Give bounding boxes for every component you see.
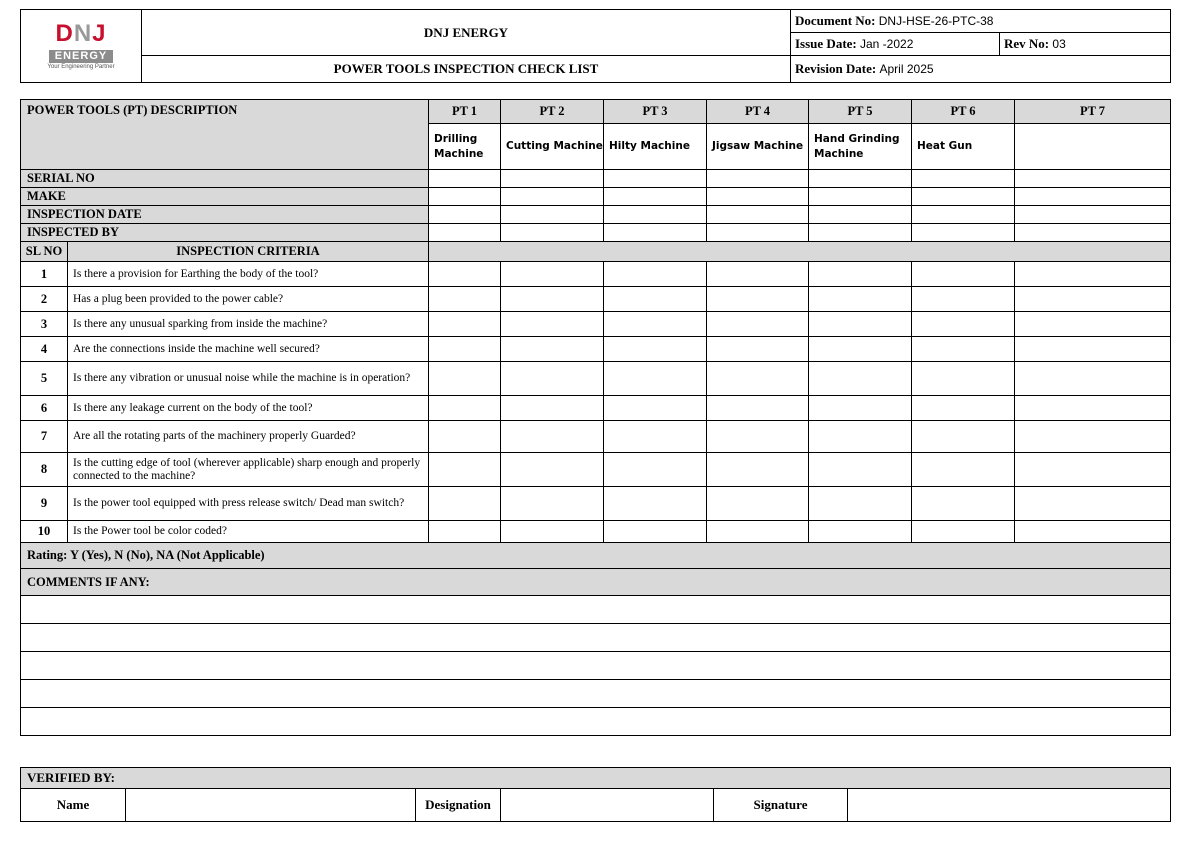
comment-line — [21, 652, 1171, 680]
criteria-row — [21, 287, 1171, 312]
comment-line-4[interactable] — [21, 680, 1171, 708]
criteria-1-pt7-cell[interactable] — [1015, 262, 1171, 287]
comment-line-5[interactable] — [21, 708, 1171, 736]
criteria-1-pt3-cell[interactable] — [604, 262, 707, 287]
criteria-9-pt7-cell[interactable] — [1015, 487, 1171, 521]
tool-name-6: Heat Gun — [912, 124, 1015, 170]
criteria-5-pt2-cell[interactable] — [501, 362, 604, 396]
criteria-6-pt5-cell[interactable] — [809, 396, 912, 421]
criteria-header-row — [21, 242, 1171, 262]
info-1-pt4-cell[interactable] — [707, 170, 809, 188]
criteria-7-pt6-cell[interactable] — [912, 421, 1015, 453]
criteria-9-pt1-cell[interactable] — [429, 487, 501, 521]
criteria-4-pt7-cell[interactable] — [1015, 337, 1171, 362]
criteria-5-pt1-cell[interactable] — [429, 362, 501, 396]
comment-line — [21, 624, 1171, 652]
criteria-5-pt3-cell[interactable] — [604, 362, 707, 396]
info-3-pt7-cell[interactable] — [1015, 206, 1171, 224]
info-row — [21, 224, 1171, 242]
criteria-3-pt2-cell[interactable] — [501, 312, 604, 337]
criteria-5-pt5-cell[interactable] — [809, 362, 912, 396]
info-3-pt2-cell[interactable] — [501, 206, 604, 224]
criteria-3-pt7-cell[interactable] — [1015, 312, 1171, 337]
info-1-pt3-cell[interactable] — [604, 170, 707, 188]
logo-tagline: Your Engineering Partner — [47, 64, 115, 70]
criteria-2-pt4-cell[interactable] — [707, 287, 809, 312]
criteria-7-pt2-cell[interactable] — [501, 421, 604, 453]
tool-name-7 — [1015, 124, 1171, 170]
criteria-4-pt1-cell[interactable] — [429, 337, 501, 362]
tool-name-3: Hilty Machine — [604, 124, 707, 170]
criteria-label: INSPECTION CRITERIA — [68, 242, 429, 262]
criteria-number: 10 — [21, 521, 68, 543]
criteria-text: Is there any unusual sparking from inside the machine? — [68, 312, 429, 337]
criteria-7-pt7-cell[interactable] — [1015, 421, 1171, 453]
tool-name-5: Hand Grinding Machine — [809, 124, 912, 170]
criteria-3-pt5-cell[interactable] — [809, 312, 912, 337]
criteria-1-pt2-cell[interactable] — [501, 262, 604, 287]
comment-line-3[interactable] — [21, 652, 1171, 680]
criteria-9-pt3-cell[interactable] — [604, 487, 707, 521]
criteria-8-pt2-cell[interactable] — [501, 453, 604, 487]
comments-label: COMMENTS IF ANY: — [21, 569, 1171, 596]
info-2-pt5-cell[interactable] — [809, 188, 912, 206]
criteria-7-pt1-cell[interactable] — [429, 421, 501, 453]
criteria-3-pt6-cell[interactable] — [912, 312, 1015, 337]
criteria-5-pt6-cell[interactable] — [912, 362, 1015, 396]
info-4-pt2-cell[interactable] — [501, 224, 604, 242]
criteria-5-pt7-cell[interactable] — [1015, 362, 1171, 396]
rating-legend: Rating: Y (Yes), N (No), NA (Not Applicable) — [21, 543, 1171, 569]
info-1-pt6-cell[interactable] — [912, 170, 1015, 188]
revision-number: Rev No: 03 — [1000, 33, 1171, 56]
info-2-pt2-cell[interactable] — [501, 188, 604, 206]
criteria-9-pt6-cell[interactable] — [912, 487, 1015, 521]
criteria-2-pt6-cell[interactable] — [912, 287, 1015, 312]
criteria-4-pt6-cell[interactable] — [912, 337, 1015, 362]
info-3-pt4-cell[interactable] — [707, 206, 809, 224]
criteria-3-pt3-cell[interactable] — [604, 312, 707, 337]
criteria-9-pt4-cell[interactable] — [707, 487, 809, 521]
criteria-row — [21, 312, 1171, 337]
verified-by-section — [20, 767, 1171, 822]
criteria-10-pt4-cell[interactable] — [707, 521, 809, 543]
comment-line — [21, 708, 1171, 736]
comment-line — [21, 680, 1171, 708]
info-label: MAKE — [21, 188, 429, 206]
info-label: SERIAL NO — [21, 170, 429, 188]
info-2-pt3-cell[interactable] — [604, 188, 707, 206]
criteria-text: Is there a provision for Earthing the body of the tool? — [68, 262, 429, 287]
criteria-10-pt1-cell[interactable] — [429, 521, 501, 543]
criteria-text: Has a plug been provided to the power cable? — [68, 287, 429, 312]
info-1-pt1-cell[interactable] — [429, 170, 501, 188]
logo-mark: DNJ — [55, 20, 107, 47]
criteria-8-pt6-cell[interactable] — [912, 453, 1015, 487]
criteria-row — [21, 337, 1171, 362]
criteria-row — [21, 362, 1171, 396]
info-2-pt6-cell[interactable] — [912, 188, 1015, 206]
criteria-text: Are the connections inside the machine well secured? — [68, 337, 429, 362]
criteria-10-pt2-cell[interactable] — [501, 521, 604, 543]
criteria-3-pt1-cell[interactable] — [429, 312, 501, 337]
logo-band: ENERGY — [49, 50, 113, 63]
criteria-2-pt5-cell[interactable] — [809, 287, 912, 312]
pt-header-6: PT 6 — [912, 100, 1015, 124]
criteria-6-pt3-cell[interactable] — [604, 396, 707, 421]
criteria-2-pt1-cell[interactable] — [429, 287, 501, 312]
pt-header-4: PT 4 — [707, 100, 809, 124]
comment-line-2[interactable] — [21, 624, 1171, 652]
criteria-number: 2 — [21, 287, 68, 312]
info-4-pt5-cell[interactable] — [809, 224, 912, 242]
checklist-table — [20, 99, 1171, 736]
tool-name-2: Cutting Machine — [501, 124, 604, 170]
document-number: Document No: DNJ-HSE-26-PTC-38 — [791, 10, 1171, 33]
criteria-5-pt4-cell[interactable] — [707, 362, 809, 396]
criteria-text: Is the cutting edge of tool (wherever applicable) sharp enough and properly connected to the machine? — [68, 453, 429, 487]
tool-name-4: Jigsaw Machine — [707, 124, 809, 170]
info-row — [21, 170, 1171, 188]
designation-field[interactable] — [501, 789, 714, 822]
company-name: DNJ ENERGY — [142, 10, 791, 56]
criteria-text: Is the power tool equipped with press release switch/ Dead man switch? — [68, 487, 429, 521]
criteria-4-pt3-cell[interactable] — [604, 337, 707, 362]
criteria-6-pt7-cell[interactable] — [1015, 396, 1171, 421]
info-4-pt6-cell[interactable] — [912, 224, 1015, 242]
rating-row — [21, 543, 1171, 569]
info-4-pt4-cell[interactable] — [707, 224, 809, 242]
criteria-text: Is there any leakage current on the body of the tool? — [68, 396, 429, 421]
info-label: INSPECTION DATE — [21, 206, 429, 224]
description-label: POWER TOOLS (PT) DESCRIPTION — [21, 100, 429, 170]
criteria-6-pt1-cell[interactable] — [429, 396, 501, 421]
info-4-pt3-cell[interactable] — [604, 224, 707, 242]
criteria-row — [21, 262, 1171, 287]
criteria-1-pt1-cell[interactable] — [429, 262, 501, 287]
criteria-10-pt6-cell[interactable] — [912, 521, 1015, 543]
criteria-text: Are all the rotating parts of the machinery properly Guarded? — [68, 421, 429, 453]
criteria-number: 5 — [21, 362, 68, 396]
document-title: POWER TOOLS INSPECTION CHECK LIST — [142, 56, 791, 83]
criteria-text: Is the Power tool be color coded? — [68, 521, 429, 543]
revision-date: Revision Date: April 2025 — [791, 56, 1171, 83]
info-3-pt1-cell[interactable] — [429, 206, 501, 224]
criteria-10-pt5-cell[interactable] — [809, 521, 912, 543]
designation-label: Designation — [416, 789, 501, 822]
criteria-10-pt3-cell[interactable] — [604, 521, 707, 543]
criteria-4-pt4-cell[interactable] — [707, 337, 809, 362]
comment-line — [21, 596, 1171, 624]
info-row — [21, 206, 1171, 224]
signature-label: Signature — [714, 789, 848, 822]
criteria-7-pt4-cell[interactable] — [707, 421, 809, 453]
criteria-3-pt4-cell[interactable] — [707, 312, 809, 337]
criteria-8-pt7-cell[interactable] — [1015, 453, 1171, 487]
criteria-2-pt3-cell[interactable] — [604, 287, 707, 312]
criteria-number: 1 — [21, 262, 68, 287]
tool-name-1: Drilling Machine — [429, 124, 501, 170]
company-logo — [21, 10, 142, 83]
info-1-pt7-cell[interactable] — [1015, 170, 1171, 188]
info-label: INSPECTED BY — [21, 224, 429, 242]
criteria-text: Is there any vibration or unusual noise while the machine is in operation? — [68, 362, 429, 396]
signature-field[interactable] — [848, 789, 1171, 822]
info-2-pt7-cell[interactable] — [1015, 188, 1171, 206]
criteria-8-pt5-cell[interactable] — [809, 453, 912, 487]
info-2-pt4-cell[interactable] — [707, 188, 809, 206]
comment-line-1[interactable] — [21, 596, 1171, 624]
criteria-7-pt5-cell[interactable] — [809, 421, 912, 453]
criteria-8-pt4-cell[interactable] — [707, 453, 809, 487]
info-4-pt7-cell[interactable] — [1015, 224, 1171, 242]
criteria-8-pt1-cell[interactable] — [429, 453, 501, 487]
criteria-row — [21, 421, 1171, 453]
name-field[interactable] — [126, 789, 416, 822]
criteria-row — [21, 487, 1171, 521]
pt-header-5: PT 5 — [809, 100, 912, 124]
criteria-header-blank — [429, 242, 1171, 262]
criteria-4-pt2-cell[interactable] — [501, 337, 604, 362]
criteria-6-pt4-cell[interactable] — [707, 396, 809, 421]
info-3-pt6-cell[interactable] — [912, 206, 1015, 224]
pt-header-2: PT 2 — [501, 100, 604, 124]
sl-no-label: SL NO — [21, 242, 68, 262]
info-4-pt1-cell[interactable] — [429, 224, 501, 242]
criteria-number: 3 — [21, 312, 68, 337]
criteria-1-pt4-cell[interactable] — [707, 262, 809, 287]
issue-date: Issue Date: Jan -2022 — [791, 33, 1000, 56]
verified-by-label: VERIFIED BY: — [21, 768, 1171, 789]
document-header — [20, 9, 1171, 83]
criteria-number: 6 — [21, 396, 68, 421]
pt-header-1: PT 1 — [429, 100, 501, 124]
criteria-row — [21, 521, 1171, 543]
criteria-9-pt5-cell[interactable] — [809, 487, 912, 521]
criteria-2-pt7-cell[interactable] — [1015, 287, 1171, 312]
criteria-6-pt2-cell[interactable] — [501, 396, 604, 421]
criteria-2-pt2-cell[interactable] — [501, 287, 604, 312]
criteria-9-pt2-cell[interactable] — [501, 487, 604, 521]
info-1-pt5-cell[interactable] — [809, 170, 912, 188]
info-2-pt1-cell[interactable] — [429, 188, 501, 206]
info-1-pt2-cell[interactable] — [501, 170, 604, 188]
pt-header-3: PT 3 — [604, 100, 707, 124]
criteria-8-pt3-cell[interactable] — [604, 453, 707, 487]
info-row — [21, 188, 1171, 206]
criteria-number: 9 — [21, 487, 68, 521]
criteria-10-pt7-cell[interactable] — [1015, 521, 1171, 543]
criteria-1-pt6-cell[interactable] — [912, 262, 1015, 287]
name-label: Name — [21, 789, 126, 822]
criteria-row — [21, 396, 1171, 421]
criteria-number: 8 — [21, 453, 68, 487]
criteria-row — [21, 453, 1171, 487]
criteria-number: 7 — [21, 421, 68, 453]
criteria-7-pt3-cell[interactable] — [604, 421, 707, 453]
pt-header-7: PT 7 — [1015, 100, 1171, 124]
criteria-number: 4 — [21, 337, 68, 362]
criteria-4-pt5-cell[interactable] — [809, 337, 912, 362]
criteria-1-pt5-cell[interactable] — [809, 262, 912, 287]
info-3-pt3-cell[interactable] — [604, 206, 707, 224]
criteria-6-pt6-cell[interactable] — [912, 396, 1015, 421]
info-3-pt5-cell[interactable] — [809, 206, 912, 224]
comments-header-row — [21, 569, 1171, 596]
